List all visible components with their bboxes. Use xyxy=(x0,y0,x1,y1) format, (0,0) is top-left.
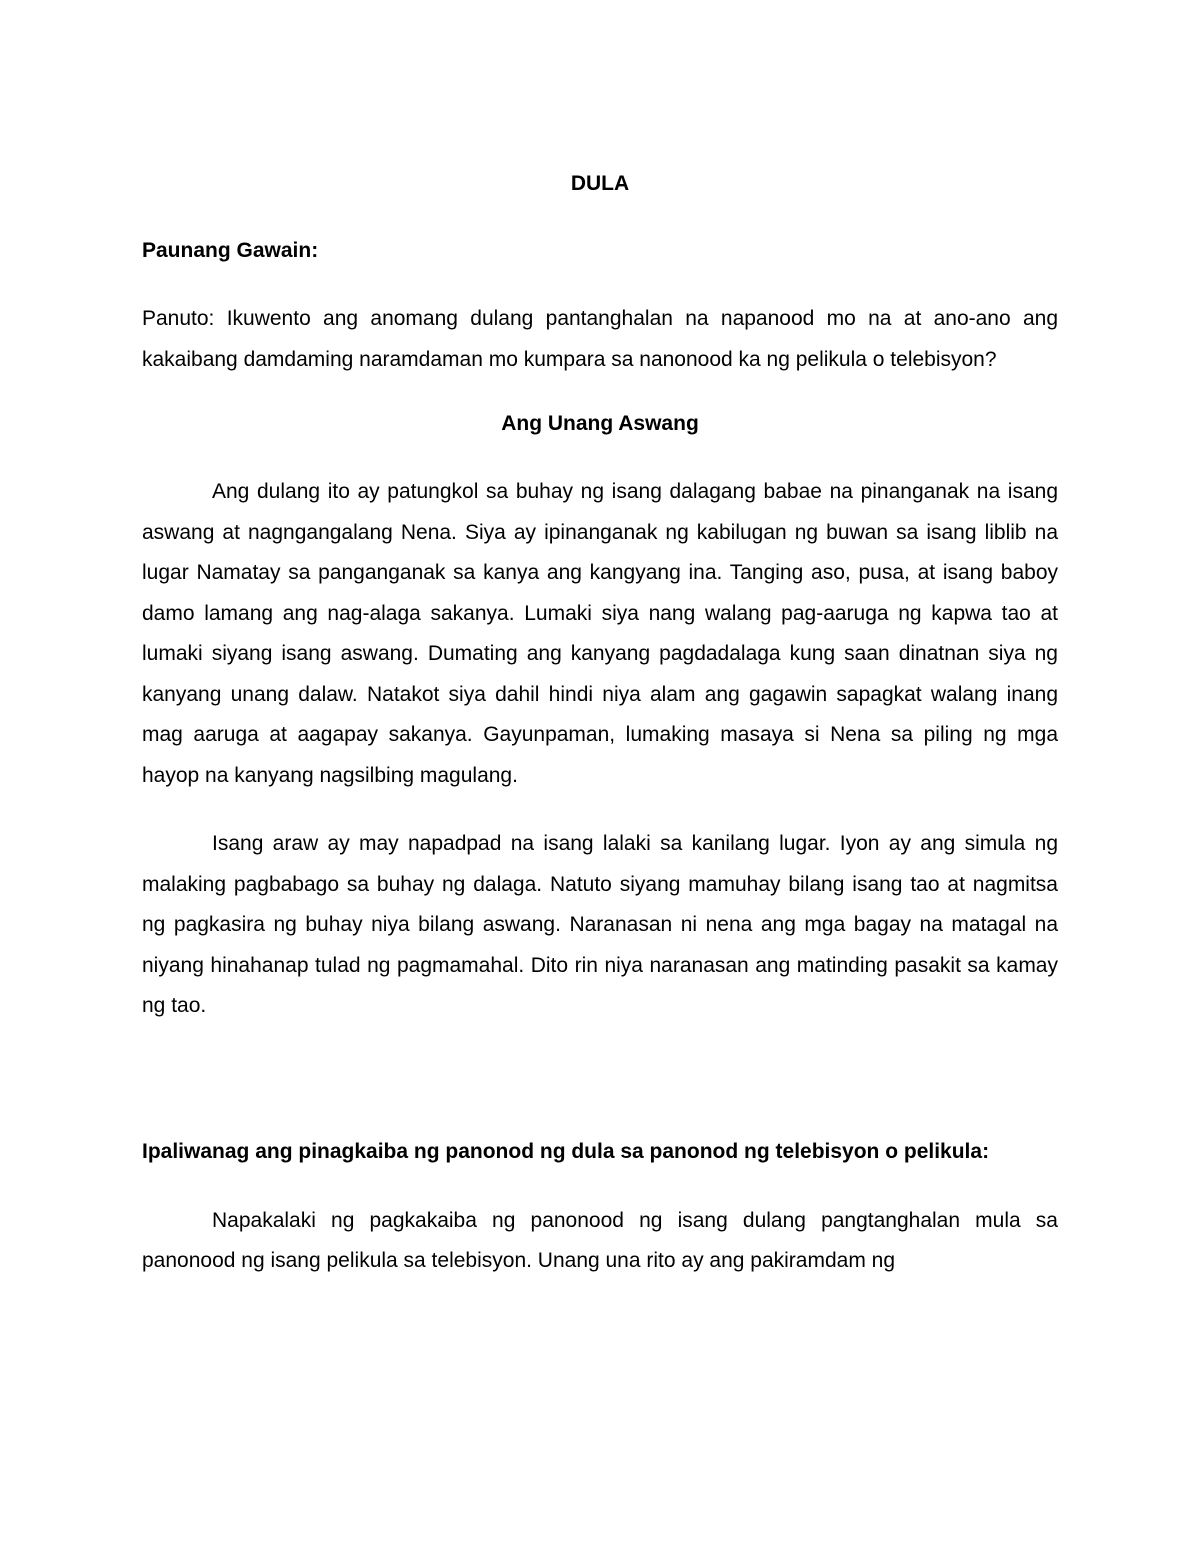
answer-paragraph: Napakalaki ng pagkakaiba ng panonood ng isang dulang pangtanghalan mula sa panonood ng isang pelikula sa telebisyon. Unang una rito ay ang pakiramdam ng xyxy=(142,1208,1058,1272)
section-label: Paunang Gawain: xyxy=(142,239,319,262)
story-paragraph-2: Isang araw ay may napadpad na isang lalaki sa kanilang lugar. Iyon ay ang simula ng malaking pagbabago sa buhay ng dalaga. Natuto siyang mamuhay bilang isang tao at nagmitsa ng pagkasira ng buhay niya bilang aswang. Naranasan ni nena ang mga bagay na matagal na niyang hinahanap tulad ng pagmamahal. Dito rin niya naranasan ang matinding pasakit sa kamay ng tao. xyxy=(142,832,1058,1017)
question-heading: Ipaliwanag ang pinagkaiba ng panonod ng dula sa panonod ng telebisyon o pelikula: xyxy=(142,1139,990,1163)
document-title: DULA xyxy=(570,172,630,195)
story-title: Ang Unang Aswang xyxy=(501,412,699,435)
document-page xyxy=(142,166,1058,1282)
story-paragraph-1: Ang dulang ito ay patungkol sa buhay ng isang dalagang babae na pinanganak na isang aswang at nagngangalang Nena. Siya ay ipinanganak ng kabilugan ng buwan sa isang liblib na lugar Namatay sa panganganak sa kanya ang kangyang ina. Tanging aso, pusa, at isang baboy damo lamang ang nag-alaga sakanya. Lumaki siya nang walang pag-aaruga ng kapwa tao at lumaki siyang isang aswang. Dumating ang kanyang pagdadalaga kung saan dinatnan siya ng kanyang unang dalaw. Natakot siya dahil hindi niya alam ang gagawin sapagkat walang inang mag aaruga at aagapay sakanya. Gayunpaman, lumaking masaya si Nena sa piling ng mga hayop na kanyang nagsilbing magulang. xyxy=(142,480,1058,787)
instructions-text: Panuto: Ikuwento ang anomang dulang pantanghalan na napanood mo na at ano-ano ang kakaibang damdaming naramdaman mo kumpara sa nanonood ka ng pelikula o telebisyon? xyxy=(142,307,1058,371)
